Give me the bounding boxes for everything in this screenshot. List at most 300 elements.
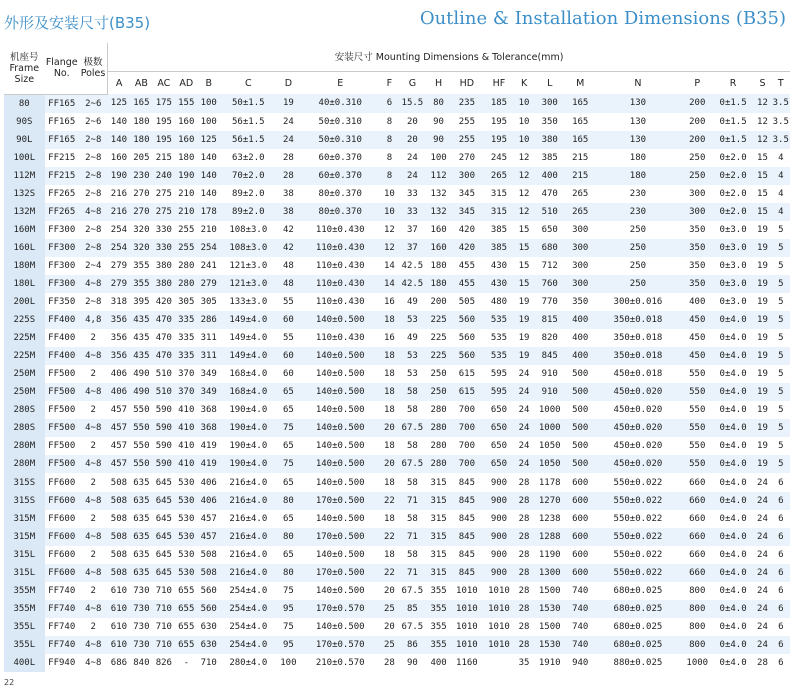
table-cell: 2 [79, 365, 108, 383]
table-cell: 210 [175, 203, 197, 221]
table-cell: 356 [108, 347, 130, 365]
table-cell: 24 [753, 528, 771, 546]
table-cell: 400 [566, 347, 594, 365]
table-cell: 254 [108, 239, 130, 257]
table-cell: 600 [566, 510, 594, 528]
table-cell: 550±0.022 [594, 564, 682, 582]
table-cell: 5 [772, 293, 790, 311]
title-chinese: 外形及安装尺寸(B35) [4, 14, 151, 32]
table-cell: 350 [682, 239, 713, 257]
column-header-n: N [634, 77, 642, 89]
table-cell: FF400 [45, 311, 79, 329]
table-cell: 845 [451, 473, 483, 491]
table-cell: 24 [753, 492, 771, 510]
table-cell: 635 [130, 528, 152, 546]
table-cell: 5 [772, 383, 790, 401]
table-cell: FF600 [45, 546, 79, 564]
table-cell: 240 [153, 167, 175, 185]
table-cell: 845 [451, 510, 483, 528]
table-cell: 190 [108, 167, 130, 185]
table-row [4, 492, 790, 510]
table-cell: 28 [380, 654, 398, 672]
table-cell: 56±1.5 [220, 131, 277, 149]
table-cell: 8 [380, 149, 398, 167]
table-cell: 168±4.0 [220, 383, 277, 401]
table-cell: 0±4.0 [713, 546, 754, 564]
table-cell: 38 [277, 185, 301, 203]
poles-header-cn: 极数 [83, 57, 103, 69]
table-cell: 730 [130, 600, 152, 618]
table-cell: 20 [380, 419, 398, 437]
table-row [4, 239, 790, 257]
table-cell: 315L [4, 564, 45, 582]
table-cell: FF265 [45, 185, 79, 203]
table-cell: 200 [682, 94, 713, 113]
table-cell: 550 [682, 437, 713, 455]
table-cell: 560 [451, 311, 483, 329]
table-cell: 18 [380, 347, 398, 365]
table-cell: 90L [4, 131, 45, 149]
table-cell: 225S [4, 311, 45, 329]
table-cell: 170±0.500 [300, 528, 380, 546]
table-cell: 24 [515, 419, 533, 437]
table-cell: 215 [566, 149, 594, 167]
table-cell: 200 [426, 293, 451, 311]
table-row [4, 600, 790, 618]
table-cell: 200 [682, 113, 713, 131]
table-cell: 420 [153, 293, 175, 311]
table-cell: 335 [175, 329, 197, 347]
page-header [0, 6, 794, 36]
table-cell: 1270 [533, 492, 566, 510]
table-row [4, 149, 790, 167]
table-cell: 165 [566, 131, 594, 149]
table-cell: 900 [483, 546, 515, 564]
table-cell: FF600 [45, 492, 79, 510]
table-cell: 760 [533, 275, 566, 293]
column-header-s: S [759, 77, 766, 89]
table-cell: 33 [398, 185, 426, 203]
table-cell: 195 [153, 131, 175, 149]
table-cell: 190±4.0 [220, 437, 277, 455]
table-cell: FF500 [45, 437, 79, 455]
table-cell: 15 [753, 203, 771, 221]
table-cell: 410 [175, 401, 197, 419]
table-cell: 20 [380, 618, 398, 636]
table-cell: 280 [426, 419, 451, 437]
table-cell: 140±0.500 [300, 546, 380, 564]
table-cell: 645 [153, 510, 175, 528]
table-cell: 655 [175, 600, 197, 618]
table-cell: 24 [515, 401, 533, 419]
table-cell: 195 [483, 131, 515, 149]
table-cell: 279 [198, 275, 220, 293]
table-cell: 2~6 [79, 113, 108, 131]
table-cell: 180M [4, 257, 45, 275]
table-cell: 510 [153, 365, 175, 383]
table-cell: 180 [594, 149, 682, 167]
table-cell: 315M [4, 510, 45, 528]
table-cell: 845 [451, 528, 483, 546]
table-cell: 500 [566, 455, 594, 473]
table-cell: 3.5 [772, 94, 790, 113]
table-cell: 20 [380, 455, 398, 473]
table-cell: 0±4.0 [713, 437, 754, 455]
table-cell: 0±1.5 [713, 94, 754, 113]
table-cell: 406 [108, 365, 130, 383]
table-cell: 80±0.370 [300, 185, 380, 203]
table-cell: 500 [566, 365, 594, 383]
table-cell: 840 [130, 654, 152, 672]
table-cell: 37 [398, 221, 426, 239]
table-cell: 900 [483, 510, 515, 528]
table-cell: 42.5 [398, 257, 426, 275]
table-cell: 19 [753, 419, 771, 437]
table-cell: 2 [79, 329, 108, 347]
table-cell: 210 [198, 221, 220, 239]
table-cell: 12 [515, 185, 533, 203]
table-cell: 0±4.0 [713, 564, 754, 582]
table-cell: 610 [108, 600, 130, 618]
table-cell: 435 [130, 347, 152, 365]
table-cell: 1178 [533, 473, 566, 491]
table-cell: 550 [682, 419, 713, 437]
table-cell: 16 [380, 329, 398, 347]
table-cell: 15 [753, 167, 771, 185]
table-cell: 0±4.0 [713, 492, 754, 510]
table-cell: 600 [566, 528, 594, 546]
table-cell: 67.5 [398, 455, 426, 473]
table-cell: 740 [566, 582, 594, 600]
table-cell: FF300 [45, 221, 79, 239]
table-cell: 15.5 [398, 94, 426, 113]
table-cell: 225M [4, 347, 45, 365]
table-cell: 4~8 [79, 528, 108, 546]
table-cell: 100 [426, 149, 451, 167]
table-cell: 28 [515, 510, 533, 528]
table-cell: 3.5 [772, 113, 790, 131]
table-cell: 318 [108, 293, 130, 311]
table-cell: 0±4.0 [713, 419, 754, 437]
table-cell: 140±0.500 [300, 473, 380, 491]
table-cell: 0±2.0 [713, 185, 754, 203]
table-cell: 60±0.370 [300, 167, 380, 185]
table-cell: 24 [515, 437, 533, 455]
table-cell: 740 [566, 600, 594, 618]
table-cell: 457 [108, 455, 130, 473]
table-cell: 2 [79, 582, 108, 600]
table-cell: 210±0.570 [300, 654, 380, 672]
table-cell: FF500 [45, 383, 79, 401]
table-cell: 48 [277, 257, 301, 275]
table-cell: 2~8 [79, 131, 108, 149]
table-cell: 385 [483, 221, 515, 239]
table-cell: 121±3.0 [220, 275, 277, 293]
table-cell: 630 [198, 618, 220, 636]
table-cell: 435 [130, 329, 152, 347]
table-cell: 1050 [533, 437, 566, 455]
table-cell: 2 [79, 401, 108, 419]
table-cell: 149±4.0 [220, 311, 277, 329]
table-cell: 15 [515, 239, 533, 257]
table-cell: 28 [515, 473, 533, 491]
table-cell: 24 [277, 131, 301, 149]
table-cell: 280 [426, 401, 451, 419]
table-cell: 730 [130, 582, 152, 600]
table-cell: 406 [198, 492, 220, 510]
table-cell: 0±4.0 [713, 600, 754, 618]
table-cell: 19 [753, 239, 771, 257]
table-cell: 24 [277, 113, 301, 131]
table-cell: 355L [4, 636, 45, 654]
table-cell: 90 [426, 113, 451, 131]
table-cell: 28 [277, 149, 301, 167]
table-cell: 24 [753, 636, 771, 654]
table-row [4, 167, 790, 185]
table-cell: 5 [772, 419, 790, 437]
table-cell: 210 [175, 185, 197, 203]
poles-header-en: Poles [80, 68, 106, 80]
table-row [4, 221, 790, 239]
table-cell: 80 [277, 492, 301, 510]
table-cell: 590 [153, 455, 175, 473]
table-cell: FF265 [45, 203, 79, 221]
table-cell: 35 [515, 654, 533, 672]
table-cell: 6 [772, 618, 790, 636]
table-cell: 355 [426, 600, 451, 618]
table-cell: 330 [153, 221, 175, 239]
table-cell: 508 [108, 492, 130, 510]
table-cell: 280M [4, 437, 45, 455]
table-cell: 710 [153, 618, 175, 636]
table-cell: 490 [130, 383, 152, 401]
table-cell: 180 [594, 167, 682, 185]
table-cell: 315 [483, 203, 515, 221]
table-cell: FF215 [45, 167, 79, 185]
table-row [4, 365, 790, 383]
table-cell: 254±4.0 [220, 600, 277, 618]
table-cell: 90 [398, 654, 426, 672]
table-cell: 67.5 [398, 618, 426, 636]
table-row [4, 185, 790, 203]
table-cell: FF600 [45, 473, 79, 491]
table-cell: 350 [682, 257, 713, 275]
table-cell: 28 [515, 492, 533, 510]
table-cell: 910 [533, 365, 566, 383]
table-cell: FF500 [45, 419, 79, 437]
table-cell: 315 [426, 546, 451, 564]
table-cell: 19 [277, 94, 301, 113]
column-header-c: C [244, 77, 252, 89]
table-cell: 530 [175, 564, 197, 582]
table-cell: 110±0.430 [300, 329, 380, 347]
table-cell: 22 [380, 564, 398, 582]
table-cell: 550 [682, 455, 713, 473]
table-cell: 710 [153, 582, 175, 600]
table-cell: 90 [426, 131, 451, 149]
table-row [4, 347, 790, 365]
table-cell: 635 [130, 473, 152, 491]
table-row [4, 528, 790, 546]
table-row [4, 293, 790, 311]
table-cell: 75 [277, 455, 301, 473]
column-header-ab: AB [134, 77, 148, 89]
table-cell: 800 [682, 582, 713, 600]
table-cell: 0±4.0 [713, 329, 754, 347]
table-cell: 660 [682, 492, 713, 510]
table-cell: 350 [566, 293, 594, 311]
table-cell: FF940 [45, 654, 79, 672]
table-cell: 530 [175, 546, 197, 564]
table-cell: 550±0.022 [594, 528, 682, 546]
table-row [4, 275, 790, 293]
table-cell: 216±4.0 [220, 546, 277, 564]
table-cell: 121±3.0 [220, 257, 277, 275]
table-cell: 380 [533, 131, 566, 149]
table-cell: 350±0.018 [594, 347, 682, 365]
table-cell: 19 [753, 365, 771, 383]
table-cell: 610 [108, 618, 130, 636]
table-cell: 160M [4, 221, 45, 239]
column-header-k: K [520, 77, 528, 89]
table-row [4, 654, 790, 672]
table-cell: 28 [515, 582, 533, 600]
table-cell: 355 [130, 257, 152, 275]
table-cell: 4~8 [79, 492, 108, 510]
table-cell: 550 [682, 401, 713, 419]
table-cell: 75 [277, 419, 301, 437]
table-cell: 20 [398, 131, 426, 149]
table-cell: 457 [108, 419, 130, 437]
table-cell: 80 [277, 528, 301, 546]
table-cell: 280 [426, 437, 451, 455]
table-cell: 19 [753, 275, 771, 293]
table-cell: 132M [4, 203, 45, 221]
table-cell: 0±3.0 [713, 257, 754, 275]
table-cell: 500 [566, 437, 594, 455]
table-cell: 85 [398, 600, 426, 618]
table-cell: 254±4.0 [220, 636, 277, 654]
table-row [4, 564, 790, 582]
table-cell: 42.5 [398, 275, 426, 293]
table-cell: 65 [277, 546, 301, 564]
table-cell: 305 [175, 293, 197, 311]
table-cell: 140±0.500 [300, 618, 380, 636]
table-cell: 250 [682, 149, 713, 167]
page-number: 22 [4, 678, 15, 687]
table-cell: FF600 [45, 564, 79, 582]
table-cell: 450 [682, 311, 713, 329]
table-cell: 355 [426, 582, 451, 600]
table-cell: 700 [451, 455, 483, 473]
table-cell: 1010 [451, 618, 483, 636]
table-cell: 24 [753, 473, 771, 491]
column-header-t: T [777, 77, 784, 89]
table-cell: 28 [515, 618, 533, 636]
table-cell: 140 [198, 167, 220, 185]
column-header-d: D [284, 77, 293, 89]
table-cell: FF740 [45, 582, 79, 600]
table-cell: 24 [398, 167, 426, 185]
table-cell: 275 [153, 203, 175, 221]
table-cell: 645 [153, 492, 175, 510]
table-cell: 130 [594, 113, 682, 131]
table-cell: 4~8 [79, 600, 108, 618]
table-cell: 1000 [533, 401, 566, 419]
table-cell: 0±1.5 [713, 131, 754, 149]
table-cell: 2~4 [79, 257, 108, 275]
table-cell: 5 [772, 275, 790, 293]
table-cell: 400 [566, 311, 594, 329]
table-cell: 19 [753, 293, 771, 311]
table-cell: 65 [277, 510, 301, 528]
table-cell: 225 [426, 311, 451, 329]
table-cell: 286 [198, 311, 220, 329]
table-cell: 845 [451, 492, 483, 510]
table-cell: 4~8 [79, 419, 108, 437]
table-cell: 60 [277, 347, 301, 365]
table-cell: 160 [108, 149, 130, 167]
table-cell: 0±1.5 [713, 113, 754, 131]
table-cell: 180 [130, 113, 152, 131]
table-cell: 112M [4, 167, 45, 185]
table-cell: 815 [533, 311, 566, 329]
table-cell: 645 [153, 564, 175, 582]
table-cell: 4 [772, 185, 790, 203]
table-cell: 2 [79, 437, 108, 455]
table-cell: 20 [398, 113, 426, 131]
table-cell: 216±4.0 [220, 510, 277, 528]
table-cell: 19 [753, 329, 771, 347]
table-row [4, 546, 790, 564]
table-cell: 8 [380, 167, 398, 185]
table-cell: 19 [753, 383, 771, 401]
poles-header [79, 43, 108, 94]
table-cell: 6 [772, 546, 790, 564]
table-cell: 500 [566, 401, 594, 419]
table-cell: 510 [153, 383, 175, 401]
table-cell: 826 [153, 654, 175, 672]
table-cell: 12 [753, 94, 771, 113]
table-cell: 740 [566, 636, 594, 654]
table-cell: 80 [426, 94, 451, 113]
table-cell: 550±0.022 [594, 473, 682, 491]
table-cell: 450±0.020 [594, 383, 682, 401]
table-row [4, 582, 790, 600]
table-cell: 140 [198, 149, 220, 167]
table-cell: 508 [108, 473, 130, 491]
table-cell: 140±0.500 [300, 311, 380, 329]
table-cell: 368 [198, 401, 220, 419]
table-cell: 470 [153, 347, 175, 365]
table-cell: 0±4.0 [713, 383, 754, 401]
table-cell: 508 [108, 564, 130, 582]
table-cell: 18 [380, 365, 398, 383]
table-cell: 255 [451, 113, 483, 131]
table-cell: 510 [533, 203, 566, 221]
table-cell: 600 [566, 546, 594, 564]
table-cell: 368 [198, 419, 220, 437]
table-cell: 590 [153, 419, 175, 437]
table-cell: 710 [198, 654, 220, 672]
table-cell: 18 [380, 311, 398, 329]
table-cell: 12 [753, 131, 771, 149]
table-cell: 5 [772, 437, 790, 455]
table-cell: 140±0.500 [300, 365, 380, 383]
table-cell: 350±0.018 [594, 311, 682, 329]
table-cell: 216±4.0 [220, 473, 277, 491]
table-cell: 24 [515, 455, 533, 473]
